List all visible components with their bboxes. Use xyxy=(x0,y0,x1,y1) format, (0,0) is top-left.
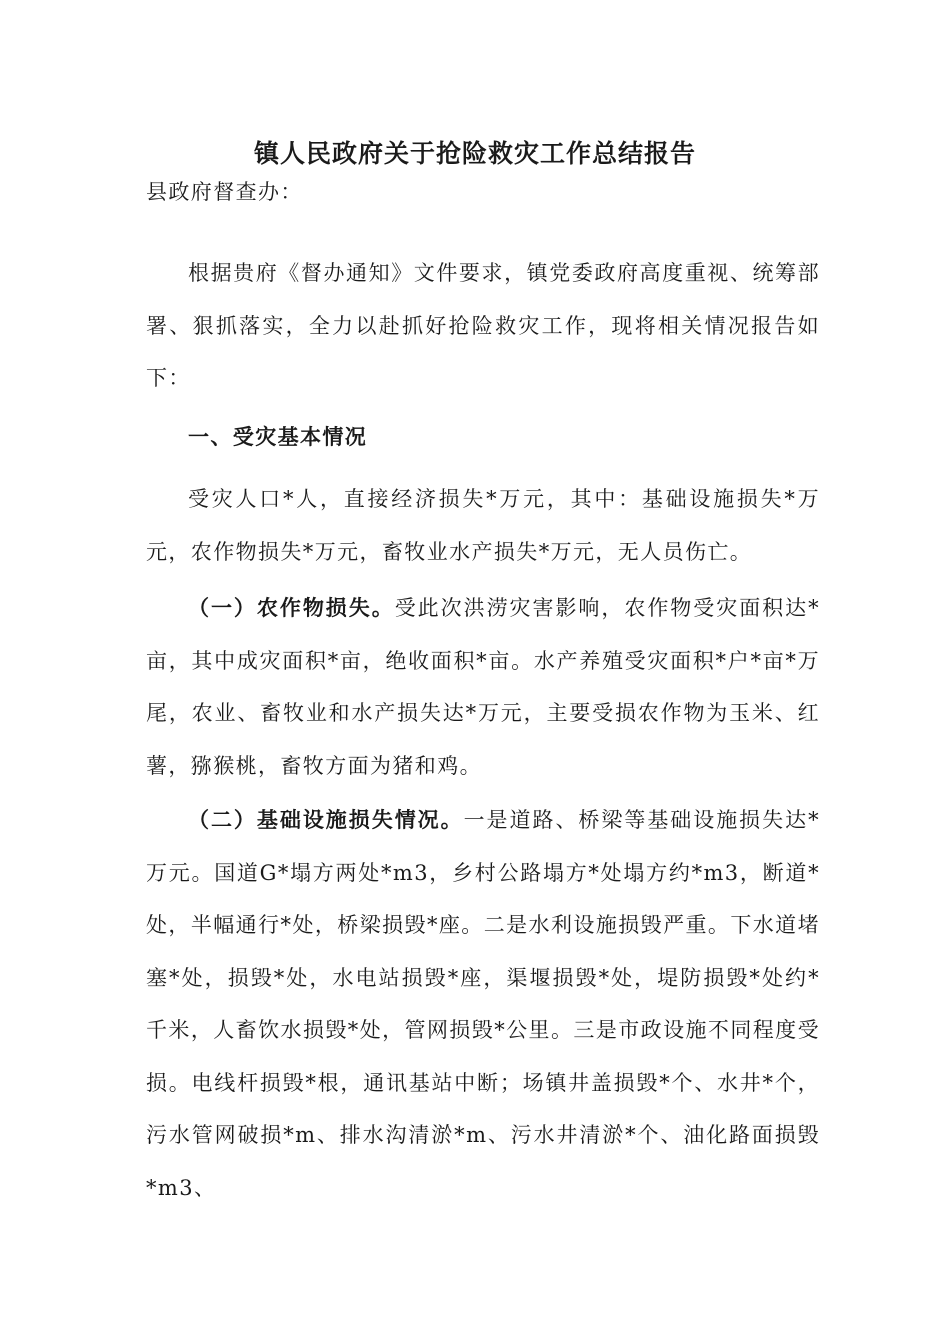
section-heading: 一、受灾基本情况 xyxy=(188,424,368,449)
salutation: 县政府督查办： xyxy=(146,180,303,204)
intro-paragraph: 根据贵府《督办通知》文件要求，镇党委政府高度重视、统筹部署、狠抓落实，全力以赴抓好抢险救灾工作，现将相关情况报告如下： xyxy=(146,261,820,390)
summary-paragraph: 受灾人口*人，直接经济损失*万元，其中：基础设施损失*万元，农作物损失*万元，畜牧业水产损失*万元，无人员伤亡。 xyxy=(146,487,820,564)
crop-loss-paragraph xyxy=(146,582,820,792)
infrastructure-loss-lead: （二）基础设施损失情况。 xyxy=(188,807,464,832)
crop-loss-lead: （一）农作物损失。 xyxy=(188,595,395,620)
infrastructure-loss-paragraph xyxy=(146,794,820,1214)
document-title: 镇人民政府关于抢险救灾工作总结报告 xyxy=(253,139,696,168)
crop-loss-text: 受此次洪涝灾害影响，农作物受灾面积达*亩，其中成灾面积*亩，绝收面积*亩。水产养殖受灾面积*户*亩*万尾，农业、畜牧业和水产损失达*万元，主要受损农作物为玉米、红薯，猕猴桃，畜牧方面为猪和鸡。 xyxy=(146,596,820,778)
infrastructure-loss-text: 一是道路、桥梁等基础设施损失达*万元。国道G*塌方两处*m3，乡村公路塌方*处塌方约*m3，断道*处，半幅通行*处，桥梁损毁*座。二是水利设施损毁严重。下水道堵塞*处，损毁*处，水电站损毁*座，渠堰损毁*处，堤防损毁*处约*千米，人畜饮水损毁*处，管网损毁*公里。三是市政设施不同程度受损。电线杆损毁*根，通讯基站中断；场镇井盖损毁*个、水井*个，污水管网破损*m、排水沟清淤*m、污水井清淤*个、油化路面损毁*m3、 xyxy=(146,808,820,1200)
